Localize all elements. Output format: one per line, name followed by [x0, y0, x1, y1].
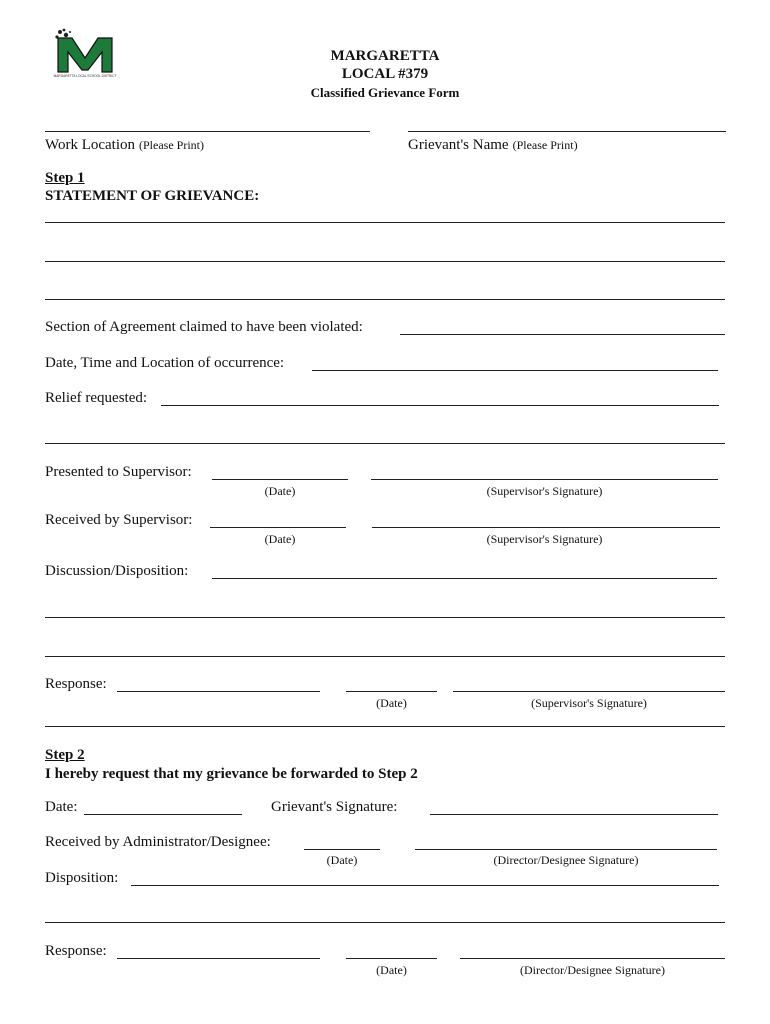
step2-director-signature-line[interactable] — [460, 958, 725, 959]
statement-line-2[interactable] — [45, 261, 725, 262]
grievant-signature-line[interactable] — [430, 814, 718, 815]
work-location-label: Work Location — [45, 137, 136, 153]
date-caption: (Date) — [264, 484, 296, 498]
discussion-line-1[interactable] — [212, 578, 717, 579]
work-location-line[interactable] — [45, 131, 370, 132]
district-logo — [52, 28, 118, 78]
statement-line-3[interactable] — [45, 299, 725, 300]
date-caption: (Date) — [326, 853, 358, 867]
response-line[interactable] — [117, 691, 320, 692]
response-signature-line[interactable] — [453, 691, 725, 692]
date-caption: (Date) — [264, 532, 296, 546]
statement-of-grievance-heading: STATEMENT OF GRIEVANCE: — [45, 188, 260, 204]
disposition-label: Disposition: — [45, 870, 119, 886]
discussion-line-3[interactable] — [45, 656, 725, 657]
grievant-name-label-group — [408, 136, 578, 154]
supervisor-signature-caption: (Supervisor's Signature) — [486, 484, 603, 498]
supervisor-signature-caption: (Supervisor's Signature) — [486, 532, 603, 546]
presented-date-line[interactable] — [212, 479, 348, 480]
logo-caption: MARGARETTA LOCAL SCHOOL DISTRICT — [53, 74, 117, 78]
step2-date-line[interactable] — [84, 814, 242, 815]
date-caption: (Date) — [376, 696, 407, 710]
grievant-name-line[interactable] — [408, 131, 726, 132]
step2-heading: Step 2 — [45, 747, 85, 763]
date-time-location-label: Date, Time and Location of occurrence: — [45, 355, 285, 371]
work-location-label-group — [45, 136, 204, 154]
grievant-signature-label: Grievant's Signature: — [271, 799, 398, 815]
step1-heading: Step 1 — [45, 170, 85, 186]
director-signature-caption: (Director/Designee Signature) — [493, 853, 639, 867]
presented-to-supervisor-label: Presented to Supervisor: — [45, 464, 192, 480]
disposition-line-2[interactable] — [45, 922, 725, 923]
response-date-line[interactable] — [346, 691, 437, 692]
director-signature-line[interactable] — [415, 849, 717, 850]
relief-requested-label: Relief requested: — [45, 390, 148, 406]
presented-signature-line[interactable] — [371, 479, 718, 480]
discussion-disposition-label: Discussion/Disposition: — [45, 563, 189, 579]
statement-line-1[interactable] — [45, 222, 725, 223]
admin-date-line[interactable] — [304, 849, 380, 850]
received-signature-line[interactable] — [372, 527, 720, 528]
received-by-supervisor-label: Received by Supervisor: — [45, 512, 193, 528]
step2-date-label: Date: — [45, 799, 78, 815]
section-violated-label: Section of Agreement claimed to have been violated: — [45, 319, 363, 335]
local-number: LOCAL #379 — [341, 66, 429, 82]
disposition-line-1[interactable] — [131, 885, 719, 886]
response-label: Response: — [45, 676, 107, 692]
step2-response-label: Response: — [45, 943, 107, 959]
forward-request-text: I hereby request that my grievance be forwarded to Step 2 — [45, 766, 418, 782]
relief-requested-line-2[interactable] — [45, 443, 725, 444]
section-violated-line[interactable] — [400, 334, 725, 335]
form-title: Classified Grievance Form — [310, 85, 460, 100]
director-signature-caption: (Director/Designee Signature) — [520, 963, 665, 977]
received-by-administrator-label: Received by Administrator/Designee: — [45, 834, 271, 850]
relief-requested-line[interactable] — [161, 405, 719, 406]
logo-letter-m — [58, 38, 112, 72]
discussion-line-2[interactable] — [45, 617, 725, 618]
please-print-note: (Please Print) — [139, 138, 205, 152]
supervisor-signature-caption: (Supervisor's Signature) — [531, 696, 647, 710]
step2-response-date-line[interactable] — [346, 958, 437, 959]
org-name: MARGARETTA — [330, 48, 440, 64]
received-date-line[interactable] — [210, 527, 346, 528]
date-caption: (Date) — [376, 963, 407, 977]
response-line-2[interactable] — [45, 726, 725, 727]
date-time-location-line[interactable] — [312, 370, 718, 371]
please-print-note: (Please Print) — [512, 138, 578, 152]
grievant-name-label: Grievant's Name — [408, 137, 509, 153]
step2-response-line[interactable] — [117, 958, 320, 959]
